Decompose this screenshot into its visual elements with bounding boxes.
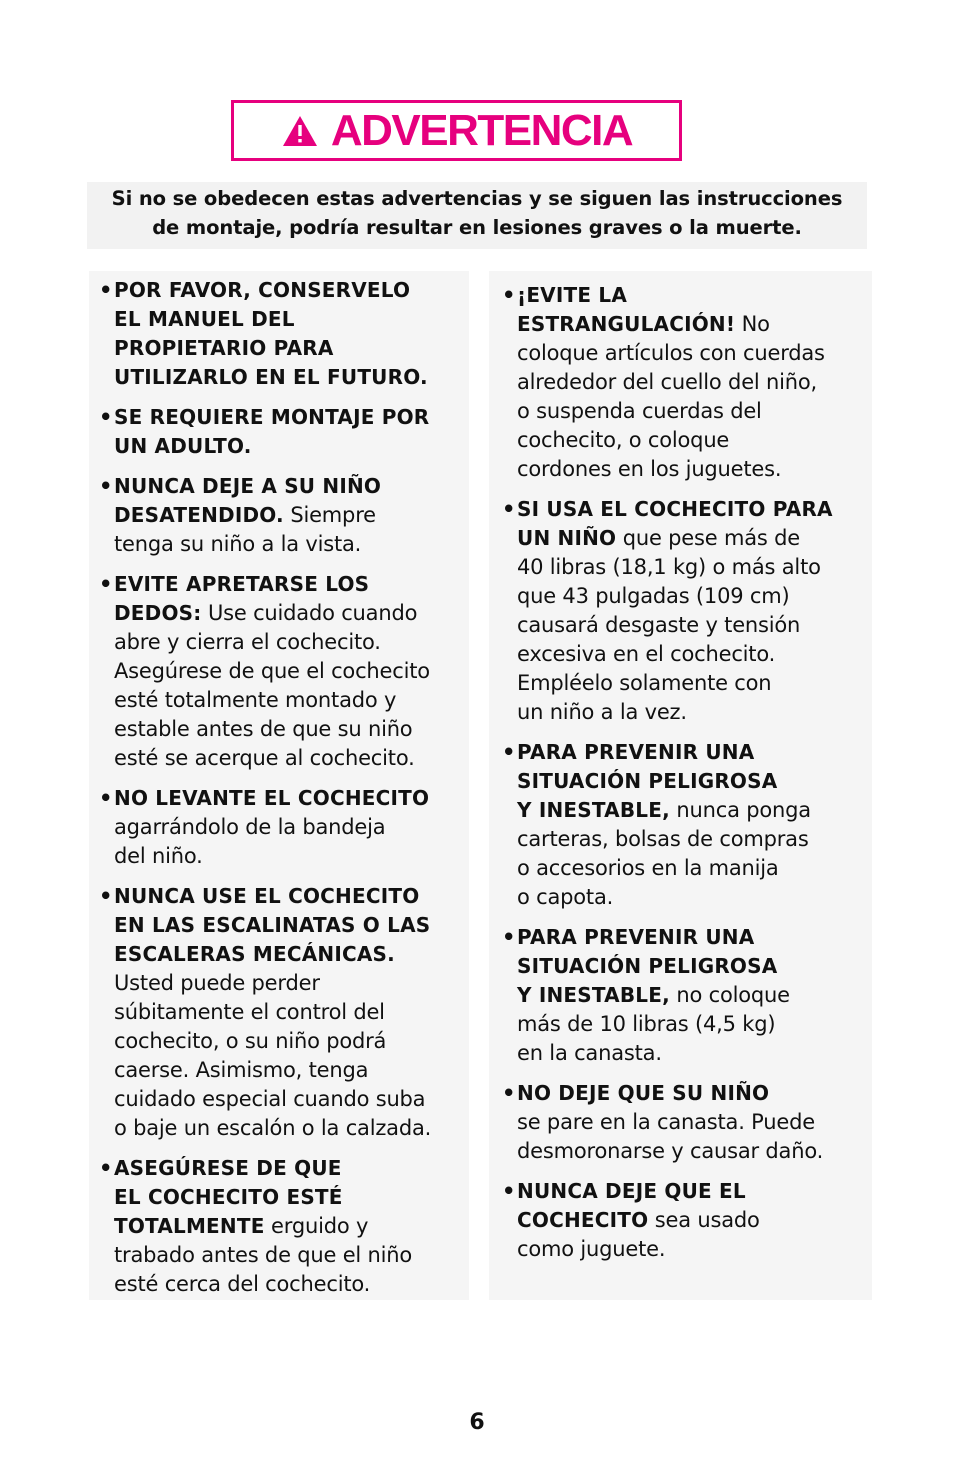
- intro-warning: [87, 182, 867, 249]
- warning-item-text: Use cuidado cuando: [201, 601, 418, 625]
- warning-item-text: excesiva en el cochecito.: [517, 642, 776, 666]
- warning-item-text: Asegúrese de que el cochecito: [114, 659, 430, 683]
- warning-item-text: alrededor del cuello del niño,: [517, 370, 817, 394]
- warning-item-text: abre y cierra el cochecito.: [114, 630, 381, 654]
- warning-item: [502, 1177, 862, 1264]
- warning-item-heading: Y INESTABLE,: [517, 798, 670, 822]
- warning-item-heading: DEDOS:: [114, 601, 202, 625]
- warning-item-heading: EL MANUEL DEL: [114, 307, 295, 331]
- warning-item-text: No: [735, 312, 770, 336]
- warning-item: [99, 784, 459, 871]
- warning-item-heading: Y INESTABLE,: [517, 983, 670, 1007]
- warning-item-heading: UTILIZARLO EN EL FUTURO.: [114, 365, 428, 389]
- warning-item-text: en la canasta.: [517, 1041, 662, 1065]
- warning-item-heading: POR FAVOR, CONSERVELO: [114, 278, 411, 302]
- warning-triangle-icon: [281, 114, 319, 148]
- warning-item: [99, 276, 459, 392]
- warning-item-heading: NO LEVANTE EL COCHECITO: [114, 786, 430, 810]
- warning-item-text: cochecito, o su niño podrá: [114, 1029, 387, 1053]
- warning-item: [502, 495, 862, 727]
- warning-item-heading: UN ADULTO.: [114, 434, 252, 458]
- warning-item-heading: NO DEJE QUE SU NIÑO: [517, 1081, 770, 1105]
- warning-item-text: Empléelo solamente con: [517, 671, 772, 695]
- warning-item-text: no coloque: [669, 983, 790, 1007]
- warning-item-text: que pese más de: [616, 526, 800, 550]
- intro-line: de montaje, podría resultar en lesiones graves o la muerte.: [152, 216, 802, 239]
- warning-item: [502, 281, 862, 484]
- warning-item-heading: COCHECITO: [517, 1208, 649, 1232]
- warning-item: [99, 882, 459, 1143]
- intro-line: Si no se obedecen estas advertencias y se siguen las instrucciones: [111, 187, 843, 210]
- warning-item: [99, 403, 459, 461]
- warning-item-heading: ¡EVITE LA: [517, 283, 627, 307]
- warning-item-text: del niño.: [114, 844, 203, 868]
- warning-item-heading: SI USA EL COCHECITO PARA: [517, 497, 833, 521]
- warning-item-text: 40 libras (18,1 kg) o más alto: [517, 555, 821, 579]
- warning-item-text: o baje un escalón o la calzada.: [114, 1116, 432, 1140]
- warning-header: [231, 100, 682, 161]
- warning-item-heading: ESCALERAS MECÁNICAS.: [114, 942, 395, 966]
- page-number: 6: [469, 1410, 485, 1435]
- warning-item-heading: ASEGÚRESE DE QUE: [114, 1156, 342, 1180]
- warning-item: [502, 738, 862, 912]
- warning-item-text: o capota.: [517, 885, 614, 909]
- warning-item-text: esté cerca del cochecito.: [114, 1272, 371, 1296]
- warning-item-text: esté se acerque al cochecito.: [114, 746, 415, 770]
- warning-item: [99, 570, 459, 773]
- warning-item-text: Siempre: [283, 503, 376, 527]
- warning-item-text: un niño a la vez.: [517, 700, 687, 724]
- warning-item-text: nunca ponga: [669, 798, 811, 822]
- warning-item: [99, 472, 459, 559]
- warning-item-heading: SITUACIÓN PELIGROSA: [517, 954, 778, 978]
- warning-item-heading: UN NIÑO: [517, 526, 617, 550]
- warning-item-heading: EVITE APRETARSE LOS: [114, 572, 370, 596]
- warning-item-text: súbitamente el control del: [114, 1000, 385, 1024]
- warning-item-text: esté totalmente montado y: [114, 688, 397, 712]
- warning-item-text: Usted puede perder: [114, 971, 320, 995]
- warning-item: [502, 1079, 862, 1166]
- warning-item-text: o suspenda cuerdas del: [517, 399, 762, 423]
- warning-item-heading: NUNCA DEJE QUE EL: [517, 1179, 746, 1203]
- warning-item-heading: PARA PREVENIR UNA: [517, 925, 755, 949]
- warning-item-heading: NUNCA DEJE A SU NIÑO: [114, 474, 382, 498]
- warning-item-text: más de 10 libras (4,5 kg): [517, 1012, 776, 1036]
- right-warning-column: [489, 271, 872, 1300]
- warning-item-text: se pare en la canasta. Puede: [517, 1110, 815, 1134]
- warning-item: [99, 1154, 459, 1299]
- warning-item-text: cordones en los juguetes.: [517, 457, 782, 481]
- warning-item: [502, 923, 862, 1068]
- warning-item-heading: SE REQUIERE MONTAJE POR: [114, 405, 430, 429]
- warning-item-text: cuidado especial cuando suba: [114, 1087, 426, 1111]
- warning-item-text: carteras, bolsas de compras: [517, 827, 809, 851]
- warning-item-heading: DESATENDIDO.: [114, 503, 284, 527]
- warning-item-text: erguido y: [264, 1214, 369, 1238]
- warning-item-text: cochecito, o coloque: [517, 428, 730, 452]
- warning-item-text: sea usado: [648, 1208, 760, 1232]
- warning-item-text: estable antes de que su niño: [114, 717, 413, 741]
- warning-item-heading: PROPIETARIO PARA: [114, 336, 334, 360]
- warning-item-text: agarrándolo de la bandeja: [114, 815, 386, 839]
- warning-title: ADVERTENCIA: [330, 105, 633, 155]
- warning-item-text: causará desgaste y tensión: [517, 613, 801, 637]
- warning-item-text: desmoronarse y causar daño.: [517, 1139, 824, 1163]
- warning-item-heading: EL COCHECITO ESTÉ: [114, 1185, 343, 1209]
- warning-item-heading: ESTRANGULACIÓN!: [517, 312, 736, 336]
- warning-item-heading: TOTALMENTE: [114, 1214, 265, 1238]
- warning-item-text: caerse. Asimismo, tenga: [114, 1058, 369, 1082]
- warning-item-text: como juguete.: [517, 1237, 666, 1261]
- warning-item-heading: EN LAS ESCALINATAS O LAS: [114, 913, 431, 937]
- warning-item-heading: SITUACIÓN PELIGROSA: [517, 769, 778, 793]
- left-warning-column: [89, 271, 469, 1300]
- warning-item-text: o accesorios en la manija: [517, 856, 779, 880]
- warning-item-text: tenga su niño a la vista.: [114, 532, 362, 556]
- warning-item-text: coloque artículos con cuerdas: [517, 341, 825, 365]
- warning-item-heading: NUNCA USE EL COCHECITO: [114, 884, 420, 908]
- warning-item-text: que 43 pulgadas (109 cm): [517, 584, 790, 608]
- warning-item-heading: PARA PREVENIR UNA: [517, 740, 755, 764]
- warning-item-text: trabado antes de que el niño: [114, 1243, 413, 1267]
